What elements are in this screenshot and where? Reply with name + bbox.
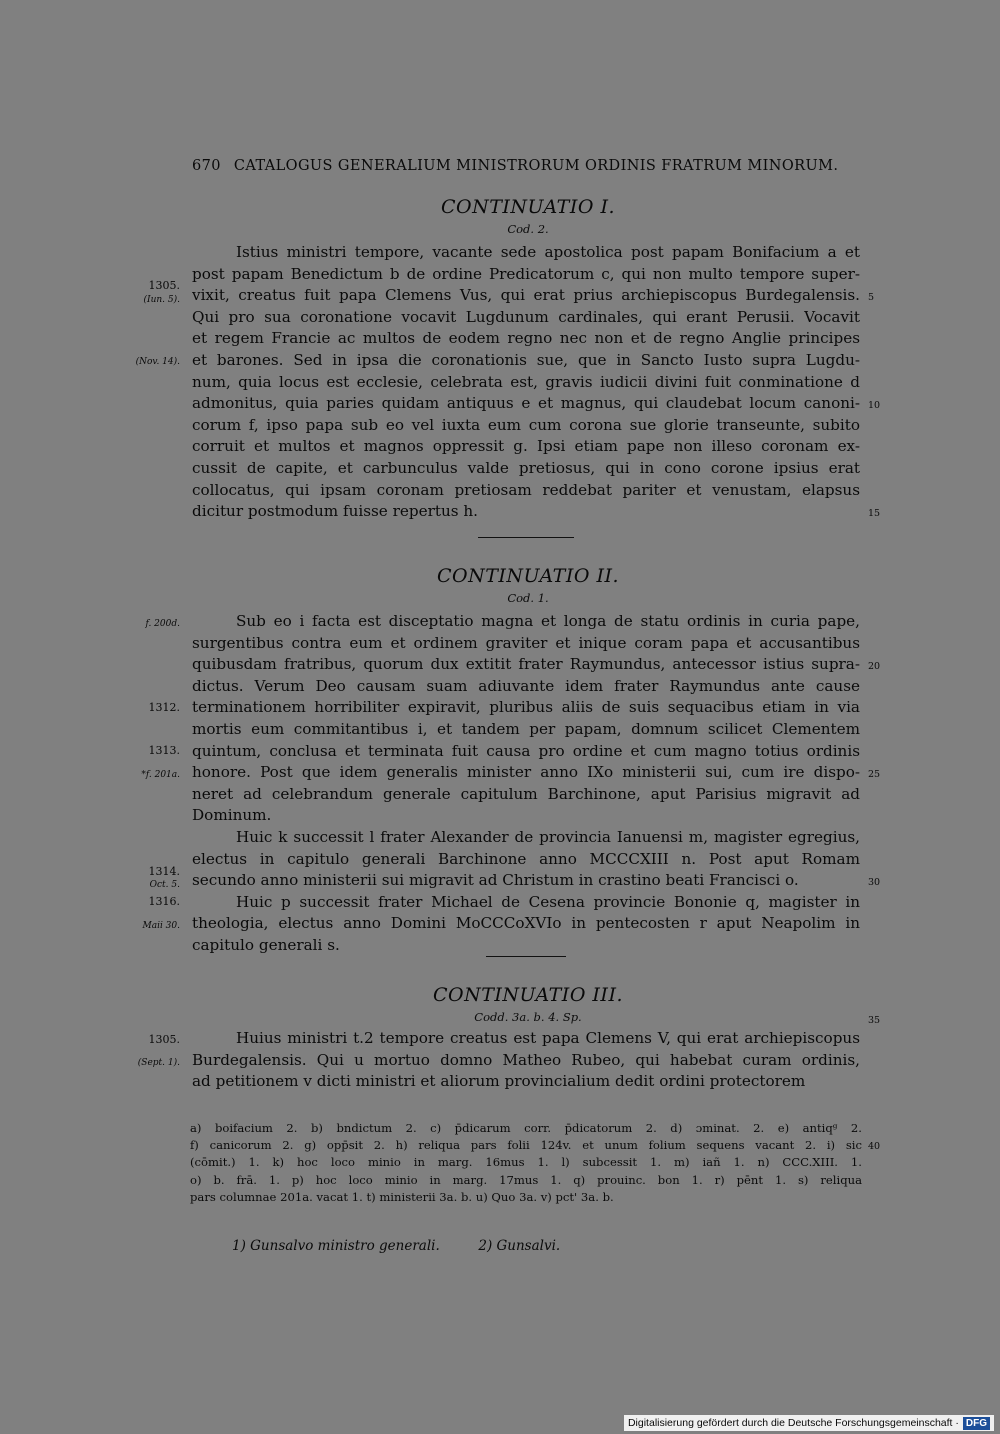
text-line: Huic k successit l frater Alexander de provincia Ianuensi m, magister egregius,	[236, 828, 860, 846]
line-number: 30	[868, 877, 881, 888]
text-line: corruit et multos et magnos oppressit g. Ipsi etiam pape non illeso coronam ex-	[192, 437, 860, 456]
text-line: quibusdam fratribus, quorum dux extitit frater Raymundus, antecessor istius supra-	[192, 655, 860, 674]
paragraph-continuatio-2a	[192, 611, 860, 827]
line-number: 15	[868, 508, 881, 519]
margin-year: 1316.	[148, 895, 180, 908]
line-number: 20	[868, 661, 881, 672]
margin-year: 1305.	[148, 279, 180, 292]
funding-notice: Digitalisierung gefördert durch die Deutsche Forschungsgemeinschaft ·	[627, 1417, 959, 1429]
text-line: cussit de capite, et carbunculus valde pretiosus, qui in cono corone ipsius erat	[192, 458, 860, 477]
text-line: et barones. Sed in ipsa die coronationis sue, que in Sancto Iusto supra Lugdu-	[192, 350, 860, 369]
text-line: corum f, ipso papa sub eo vel iuxta eum cum corona sue glorie transeunte, subito	[192, 415, 860, 434]
section-title-3: CONTINUATIO III.	[432, 984, 623, 1006]
footnote-1: 1) Gunsalvo ministro generali.	[232, 1238, 440, 1254]
apparatus-line: (cōmit.) 1. k) hoc loco minio in marg. 16mus 1. l) subcessit 1. m) iañ 1. n) CCC.XIII. 1.	[190, 1155, 862, 1170]
text-line: honore. Post que idem generalis minister anno IXo ministerii sui, cum ire dispo-	[192, 763, 860, 782]
section-codex-3: Codd. 3a. b. 4. Sp.	[474, 1010, 582, 1024]
running-header	[192, 158, 862, 174]
paragraph-continuatio-2b	[192, 827, 860, 957]
margin-year: 1305.	[148, 1033, 180, 1046]
margin-date: (Nov. 14).	[135, 357, 180, 367]
text-line: vixit, creatus fuit papa Clemens Vus, qui erat prius archiepiscopus Burdegalensis.	[192, 286, 860, 305]
margin-date: Maii 30.	[142, 921, 180, 931]
apparatus-line: o) b. frā. 1. p) hoc loco minio in marg. 17mus 1. q) prouinc. bon 1. r) pēnt 1. s) reliqua	[190, 1172, 862, 1187]
line-number: 40	[868, 1141, 881, 1152]
section-codex-2: Cod. 1.	[507, 591, 549, 605]
footnotes	[232, 1238, 560, 1254]
footnote-2: 2) Gunsalvi.	[478, 1238, 561, 1254]
text-line: et regem Francie ac multos de eodem regno nec non et de regno Anglie principes	[192, 329, 860, 348]
text-line: Istius ministri tempore, vacante sede apostolica post papam Bonifacium a et	[236, 243, 860, 261]
critical-apparatus	[190, 1120, 862, 1206]
text-line: dicitur postmodum fuisse repertus h.	[192, 502, 478, 521]
paragraph-continuatio-3	[192, 1028, 860, 1093]
text-line: Huius ministri t.2 tempore creatus est papa Clemens V, qui erat archiepiscopus	[236, 1029, 860, 1047]
text-line: admonitus, quia paries quidam antiquus e et magnus, qui claudebat locum canoni-	[192, 394, 860, 413]
margin-folio: *f. 201a.	[141, 770, 180, 780]
text-line: collocatus, qui ipsam coronam pretiosam reddebat pariter et venustam, elapsus	[192, 480, 860, 499]
text-line: neret ad celebrandum generale capitulum Barchinone, aput Parisius migravit ad	[192, 784, 860, 803]
section-divider	[478, 537, 574, 538]
text-line: dictus. Verum Deo causam suam adiuvante idem frater Raymundus ante cause	[192, 676, 860, 695]
text-line: quintum, conclusa et terminata fuit causa pro ordine et cum magno totius ordinis	[192, 741, 860, 760]
text-line: Huic p successit frater Michael de Cesena provincie Bononie q, magister in	[236, 892, 860, 911]
text-line: Sub eo i facta est disceptatio magna et longa de statu ordinis in curia pape,	[236, 612, 860, 630]
paragraph-continuatio-1	[192, 242, 860, 523]
dfg-footer	[624, 1415, 994, 1431]
section-divider	[486, 956, 566, 957]
text-line: Qui pro sua coronatione vocavit Lugdunum cardinales, qui erant Perusii. Vocavit	[192, 307, 860, 326]
apparatus-line: a) boifacium 2. b) bndictum 2. c) p̄dicarum corr. p̄dicatorum 2. d) ɔminat. 2. e) antiqᵍ 2.	[190, 1121, 862, 1135]
margin-date: (Iun. 5).	[143, 295, 180, 305]
text-line: ad petitionem v dicti ministri et aliorum provincialium dedit ordini protectorem	[192, 1072, 806, 1091]
text-line: num, quia locus est ecclesie, celebrata est, gravis iudicii divini fuit conminatione d	[192, 372, 860, 391]
running-title: CATALOGUS GENERALIUM MINISTRORUM ORDINIS FRATRUM MINORUM.	[233, 158, 839, 174]
text-line: Burdegalensis. Qui u mortuo domno Matheo Rubeo, qui habebat curam ordinis,	[192, 1050, 860, 1069]
text-line: post papam Benedictum b de ordine Predicatorum c, qui non multo tempore super-	[192, 264, 860, 283]
dfg-logo: DFG	[963, 1417, 990, 1430]
margin-year: 1313.	[148, 744, 180, 757]
section-title-1: CONTINUATIO I.	[441, 196, 615, 218]
text-line: theologia, electus anno Domini MoCCCoXVIo in pentecosten r aput Neapolim in	[192, 914, 860, 933]
margin-date: (Sept. 1).	[137, 1058, 180, 1068]
text-line: Dominum.	[192, 806, 272, 825]
line-number: 5	[868, 292, 875, 303]
text-line: surgentibus contra eum et ordinem graviter et inique coram papa et accusantibus	[192, 633, 860, 652]
margin-year: 1312.	[148, 701, 180, 714]
text-line: terminationem horribiliter expiravit, pluribus aliis de suis sequacibus etiam in via	[192, 698, 860, 717]
page-number: 670	[192, 158, 221, 174]
text-line: mortis eum commitantibus i, et tandem per papam, domnum scilicet Clementem	[192, 719, 860, 738]
section-title-2: CONTINUATIO II.	[437, 565, 619, 587]
margin-date: Oct. 5.	[149, 880, 180, 890]
apparatus-line: f) canicorum 2. g) opp̄sit 2. h) reliqua pars folii 124v. et unum folium sequens vacant 2. i) sic	[190, 1138, 862, 1153]
text-line: capitulo generali s.	[192, 935, 340, 954]
margin-folio: f. 200d.	[145, 619, 180, 629]
line-number: 25	[868, 769, 881, 780]
line-number: 10	[868, 400, 881, 411]
text-line: secundo anno ministerii sui migravit ad Christum in crastino beati Francisci o.	[192, 871, 799, 890]
apparatus-line: pars columnae 201a. vacat 1. t) ministerii 3a. b. u) Quo 3a. v) pct' 3a. b.	[190, 1189, 614, 1204]
line-number: 35	[868, 1015, 881, 1026]
text-line: electus in capitulo generali Barchinone anno MCCCXIII n. Post aput Romam	[192, 849, 860, 868]
margin-year: 1314.	[148, 865, 180, 878]
section-codex-1: Cod. 2.	[507, 222, 549, 236]
